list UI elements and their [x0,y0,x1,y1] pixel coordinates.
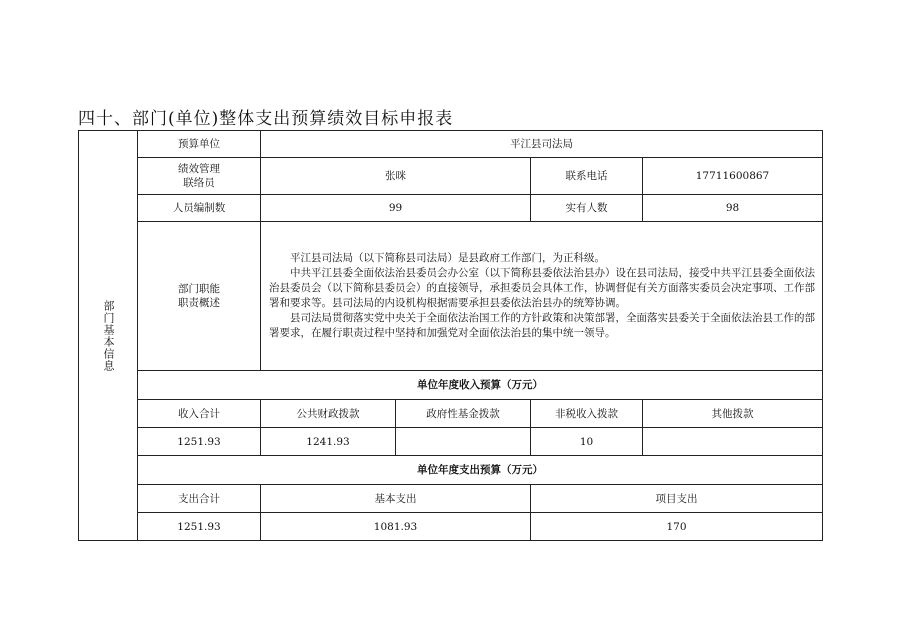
side-label-cell [79,131,138,541]
row-expense-header [79,456,823,485]
duties-label-line2: 职责概述 [178,297,220,309]
duties-label-cell [138,222,261,371]
phone-value: 17711600867 [643,158,823,195]
income-col-total: 收入合计 [138,400,261,428]
phone-label: 联系电话 [531,158,643,195]
duties-paragraph: 中共平江县委全面依法治县委员会办公室（以下简称县委依法治县办）设在县司法局，接受中共平江县委全面依法治县委员会（以下简称县委员会）的直接领导，承担委员会具体工作，协调督促有关方面落实委员会决定事项、工作部署和要求等。县司法局的内设机构根据需要承担县委依法治县办的统筹协调。 [269,267,815,309]
expense-col-total: 支出合计 [138,485,261,513]
income-col-government-fund: 政府性基金拨款 [396,400,531,428]
duties-paragraph: 平江县司法局（以下简称县司法局）是县政府工作部门，为正科级。 [290,252,605,264]
establishment-value: 99 [261,195,531,222]
income-section-header: 单位年度收入预算（万元） [138,371,823,400]
budget-form-table [78,130,823,541]
contact-label-cell [138,158,261,195]
budget-unit-value: 平江县司法局 [261,131,823,158]
income-non-tax-value: 10 [531,428,643,456]
income-col-public-finance: 公共财政拨款 [261,400,396,428]
row-income-values [79,428,823,456]
expense-col-basic: 基本支出 [261,485,531,513]
income-total-value: 1251.93 [138,428,261,456]
budget-unit-label: 预算单位 [138,131,261,158]
income-col-non-tax: 非税收入拨款 [531,400,643,428]
page-title: 四十、部门(单位)整体支出预算绩效目标申报表 [78,109,454,129]
establishment-label: 人员编制数 [138,195,261,222]
income-public-finance-value: 1241.93 [261,428,396,456]
income-other-value [643,428,823,456]
duties-label-line1: 部门职能 [178,283,220,295]
row-income-header [79,371,823,400]
actual-staff-value: 98 [643,195,823,222]
side-label: 部门基本信息 [102,299,115,372]
expense-section-header: 单位年度支出预算（万元） [138,456,823,485]
contact-label-line1: 绩效管理 [178,163,220,175]
income-col-other: 其他拨款 [643,400,823,428]
row-expense-columns [79,485,823,513]
row-budget-unit [79,131,823,158]
contact-label-line2: 联络员 [183,177,215,189]
contact-name: 张咪 [261,158,531,195]
income-government-fund-value [396,428,531,456]
actual-staff-label: 实有人数 [531,195,643,222]
duties-paragraph: 县司法局贯彻落实党中央关于全面依法治国工作的方针政策和决策部署，全面落实县委关于全面依法治县工作的部署要求，在履行职责过程中坚持和加强党对全面依法治县的集中统一领导。 [269,312,815,339]
expense-project-value: 170 [531,513,823,541]
duties-text-cell [261,222,823,371]
row-expense-values [79,513,823,541]
expense-basic-value: 1081.93 [261,513,531,541]
row-contact [79,158,823,195]
expense-total-value: 1251.93 [138,513,261,541]
expense-col-project: 项目支出 [531,485,823,513]
row-duties [79,222,823,371]
row-income-columns [79,400,823,428]
row-staff [79,195,823,222]
